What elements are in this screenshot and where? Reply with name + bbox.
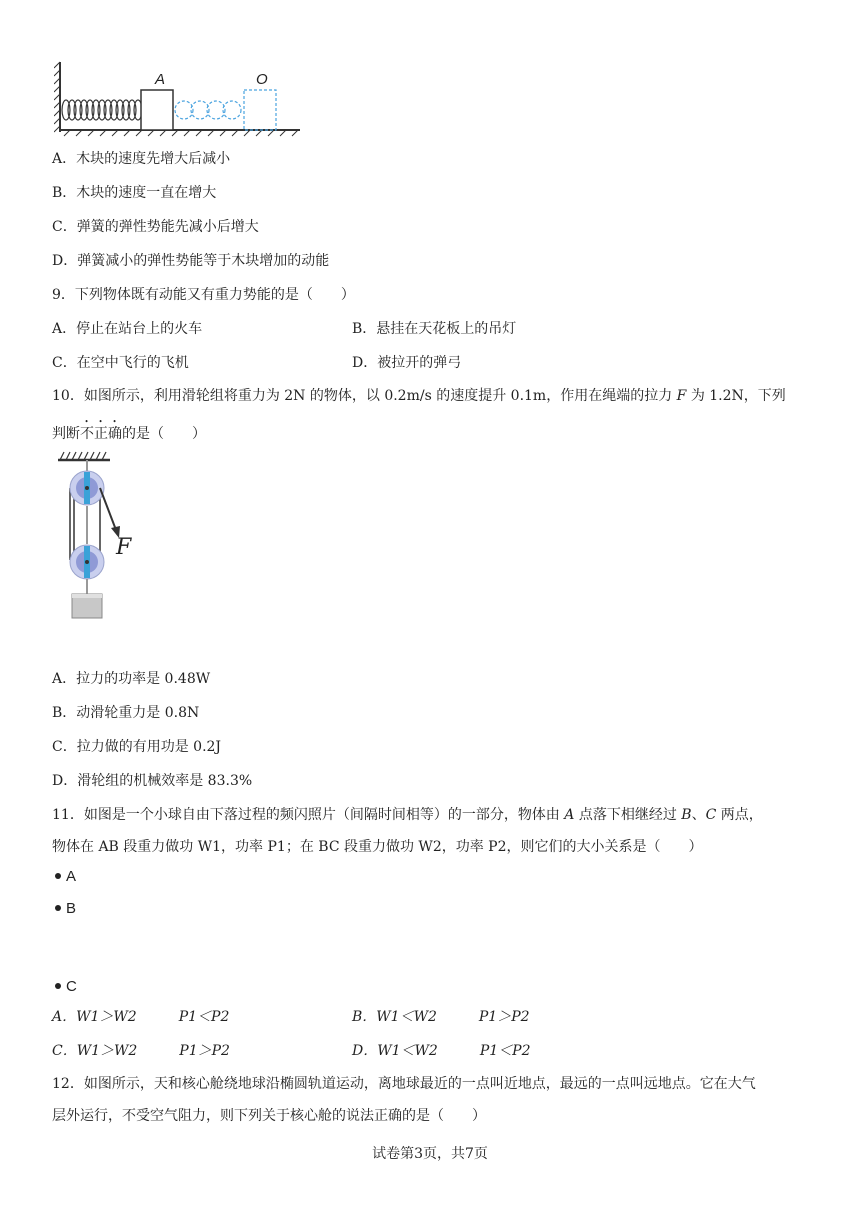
q9-option-a: A．停止在站台上的火车 bbox=[52, 321, 203, 337]
q11-stem-line2: 物体在 AB 段重力做功 W1，功率 P1；在 BC 段重力做功 W2，功率 P2，则它们的大小关系是（ ） bbox=[52, 839, 703, 855]
q8-option-c: C．弹簧的弹性势能先减小后增大 bbox=[52, 219, 259, 235]
q12-stem-line2: 层外运行，不受空气阻力，则下列关于核心舱的说法正确的是（ ） bbox=[52, 1108, 486, 1124]
q11-option-c: C．W1＞W2 P1＞P2 bbox=[52, 1043, 230, 1059]
q10-option-a: A．拉力的功率是 0.48W bbox=[52, 671, 211, 687]
q8-option-d: D．弹簧减小的弹性势能等于木块增加的动能 bbox=[52, 253, 330, 269]
q10-stem-text-d: 的是（ ） bbox=[122, 426, 206, 442]
q8-option-a: A．木块的速度先增大后减小 bbox=[52, 151, 231, 167]
q11-stem-b: B bbox=[681, 807, 692, 823]
q10-stem-text-b: 为 1.2N，下列 bbox=[686, 388, 786, 404]
q11-stem-line1 bbox=[52, 805, 763, 825]
q11-option-d: D．W1＜W2 P1＜P2 bbox=[352, 1043, 531, 1059]
q10-option-b: B．动滑轮重力是 0.8N bbox=[52, 705, 200, 721]
point-c-label: C bbox=[66, 978, 77, 995]
q11-stem-text-c: 、 bbox=[691, 807, 706, 823]
point-b-label: B bbox=[66, 900, 77, 917]
q10-option-d: D．滑轮组的机械效率是 83.3% bbox=[52, 773, 253, 789]
q11-stem-c: C bbox=[705, 807, 717, 823]
q8-option-b: B．木块的速度一直在增大 bbox=[52, 185, 217, 201]
q9-stem: 9．下列物体既有动能又有重力势能的是（ ） bbox=[52, 287, 355, 303]
q10-stem-f: F bbox=[676, 388, 687, 404]
q9-option-b: B．悬挂在天花板上的吊灯 bbox=[352, 321, 517, 337]
q11-stem-text-a: 11．如图是一个小球自由下落过程的频闪照片（间隔时间相等）的一部分，物体由 bbox=[52, 807, 565, 823]
q10-stem-emphasis: 不正确 bbox=[80, 426, 122, 442]
q11-option-a: A．W1＞W2 P1＜P2 bbox=[52, 1009, 230, 1025]
q9-option-c: C．在空中飞行的飞机 bbox=[52, 355, 189, 371]
strobe-points-figure bbox=[54, 866, 114, 996]
q10-stem-text-c: 判断 bbox=[52, 426, 80, 442]
q11-option-b: B．W1＜W2 P1＞P2 bbox=[352, 1009, 530, 1025]
q11-stem-text-d: 两点， bbox=[716, 807, 763, 823]
q10-stem-line2 bbox=[52, 418, 206, 444]
q11-stem-text-b: 点落下相继经过 bbox=[574, 807, 682, 823]
spring-block-figure bbox=[54, 58, 304, 138]
q10-stem-text-a: 10．如图所示，利用滑轮组将重力为 2N 的物体，以 0.2m/s 的速度提升 0.1m，作用在绳端的拉力 bbox=[52, 388, 677, 404]
label-o: O bbox=[256, 71, 268, 88]
label-a: A bbox=[155, 71, 166, 88]
q11-stem-a: A bbox=[564, 807, 575, 823]
pulley-figure bbox=[54, 448, 164, 628]
label-f: F bbox=[116, 535, 132, 560]
point-a-label: A bbox=[66, 868, 77, 885]
q10-stem-line1 bbox=[52, 386, 786, 406]
q12-stem-line1: 12．如图所示，天和核心舱绕地球沿椭圆轨道运动，离地球最近的一点叫近地点，最远的一点叫远地点。它在大气 bbox=[52, 1076, 756, 1092]
page-footer: 试卷第3页，共7页 bbox=[372, 1146, 488, 1162]
q10-option-c: C．拉力做的有用功是 0.2J bbox=[52, 739, 222, 755]
q9-option-d: D．被拉开的弹弓 bbox=[352, 355, 462, 371]
